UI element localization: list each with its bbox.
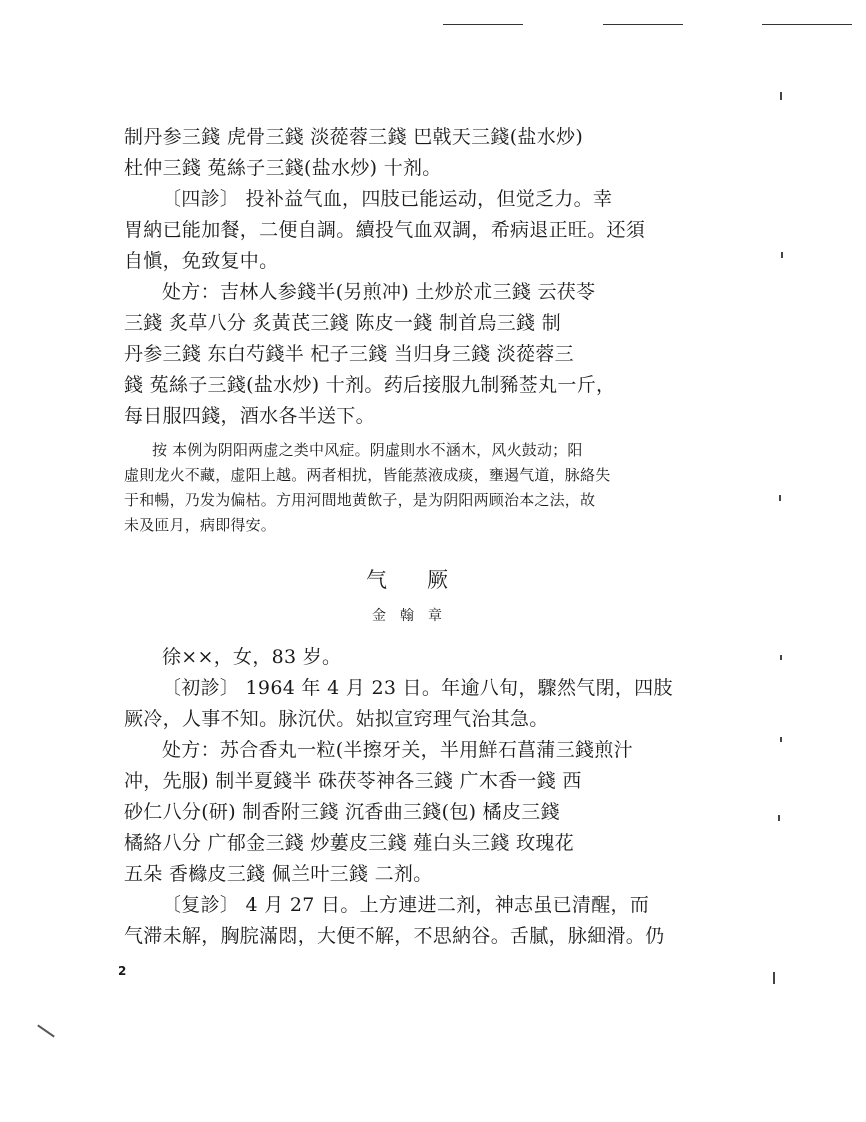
margin-speck (780, 92, 782, 100)
margin-speck (780, 737, 782, 742)
margin-speck (778, 815, 780, 821)
body-line: 丹参三錢 东白芍錢半 杞子三錢 当归身三錢 淡蓯蓉三 (124, 343, 574, 365)
note-line: 于和暢，乃发为偏枯。方用河間地黄飲子，是为阴阳两顾治本之法，故 (124, 491, 596, 509)
body-line: 自愼，免致复中。 (124, 250, 279, 272)
note-line: 未及匝月，病即得安。 (124, 516, 277, 534)
margin-speck (780, 655, 782, 660)
case-line: 〔初診〕 1964 年 4 月 23 日。年逾八旬，驟然气閉，四肢 (162, 677, 673, 699)
case-line: 五朵 香櫞皮三錢 佩兰叶三錢 二剂。 (124, 863, 433, 885)
scan-mark (37, 1024, 55, 1037)
case-line: 厥冷，人事不知。脉沉伏。姑拟宣窍理气治其急。 (124, 708, 549, 730)
case-line: 冲，先服) 制半夏錢半 硃茯苓神各三錢 广木香一錢 西 (124, 770, 582, 792)
margin-speck (779, 495, 781, 501)
case-line: 处方：苏合香丸一粒(半擦牙关，半用鮮石菖蒲三錢煎汁 (162, 739, 633, 761)
body-line: 杜仲三錢 菟絲子三錢(盐水炒) 十剂。 (124, 157, 442, 179)
top-rule-1 (443, 24, 523, 25)
case-line: 橘絡八分 广郁金三錢 炒蔞皮三錢 薤白头三錢 玫瑰花 (124, 832, 574, 854)
commentary-note (124, 438, 690, 538)
margin-speck (781, 252, 783, 258)
top-rule-2 (603, 24, 683, 25)
page-body (124, 122, 690, 952)
note-line: 虛則龙火不藏，虚阳上越。两者相扰，皆能蒸液成痰，壅遏气道，脉絡失 (124, 466, 611, 484)
case-line: 徐××，女，83 岁。 (162, 646, 342, 668)
top-rule-3 (762, 24, 852, 25)
body-line: 錢 菟絲子三錢(盐水炒) 十剂。药后接服九制豨莶丸一斤， (124, 374, 616, 396)
body-line: 胃納已能加餐，二便自調。續投气血双調，希病退正旺。还須 (124, 219, 646, 241)
case-line: 砂仁八分(研) 制香附三錢 沉香曲三錢(包) 橘皮三錢 (124, 801, 560, 823)
page-number: 2 (118, 964, 127, 978)
case-line: 气滞未解，胸脘滿悶，大便不解，不思納谷。舌膩，脉細滑。仍 (124, 925, 665, 947)
body-line: 三錢 炙草八分 炙黃芪三錢 陈皮一錢 制首烏三錢 制 (124, 312, 561, 334)
body-line: 每日服四錢，酒水各半送下。 (124, 405, 375, 427)
body-line: 处方：吉林人参錢半(另煎冲) 土炒於朮三錢 云茯苓 (162, 281, 596, 303)
body-line: 〔四診〕 投补益气血，四肢已能运动，但觉乏力。幸 (162, 188, 613, 210)
case-line: 〔复診〕 4 月 27 日。上方連进二剂，神志虽已清醒，而 (162, 894, 650, 916)
section-author: 金翰章 (372, 608, 456, 624)
section-title: 气厥 (366, 568, 488, 592)
margin-speck (773, 972, 775, 984)
body-line: 制丹参三錢 虎骨三錢 淡蓯蓉三錢 巴戟天三錢(盐水炒) (124, 126, 584, 148)
note-line: 按 本例为阴阳两虚之类中风症。阴虛則水不涵木，风火鼓动；阳 (152, 441, 583, 459)
